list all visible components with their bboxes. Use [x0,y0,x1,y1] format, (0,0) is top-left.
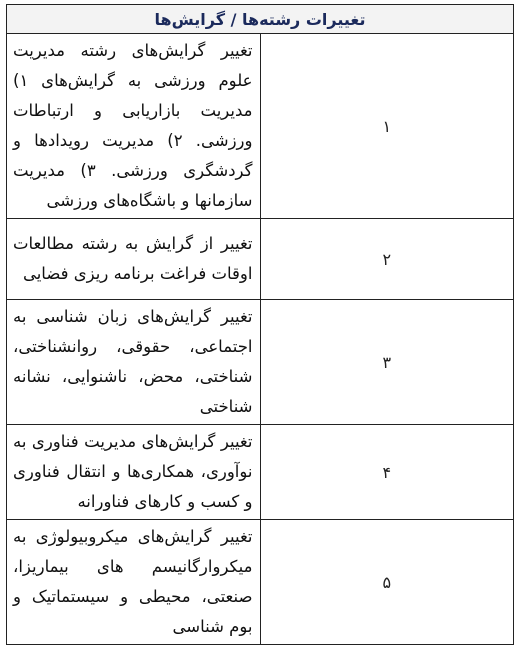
table-row [7,300,514,425]
table-row [7,425,514,520]
row-text: تغییر از گرایش به رشته مطالعات اوقات فراغت برنامه ریزی فضایی [7,219,261,300]
row-text: تغییر گرایش‌های میکروبیولوژی به میکروارگانیسم های بیماریزا، صنعتی، محیطی و سیستماتیک و بوم شناسی [7,520,261,645]
row-number: ۳ [260,300,514,425]
row-number: ۲ [260,219,514,300]
row-text: تغییر گرایش‌های مدیریت فناوری به نوآوری، همکاری‌ها و انتقال فناوری و کسب و کارهای فناورانه [7,425,261,520]
row-number: ۵ [260,520,514,645]
table-row [7,520,514,645]
changes-table [6,4,514,645]
table-row [7,219,514,300]
row-number: ۱ [260,34,514,219]
table-row [7,34,514,219]
row-text: تغییر گرایش‌های زبان شناسی به اجتماعی، حقوقی، روانشناختی، شناختی، محض، ناشنوایی، نشانه شناختی [7,300,261,425]
row-number: ۴ [260,425,514,520]
table-header-row [7,5,514,34]
row-text: تغییر گرایش‌های رشته مدیریت علوم ورزشی به گرایش‌های ۱) مدیریت بازاریابی و ارتباطات ورزشی. ۲) مدیریت رویدادها و گردشگری ورزشی. ۳) مدیریت سازمانها و باشگاه‌های ورزشی [7,34,261,219]
table-header: تغییرات رشته‌ها / گرایش‌ها [7,5,514,34]
